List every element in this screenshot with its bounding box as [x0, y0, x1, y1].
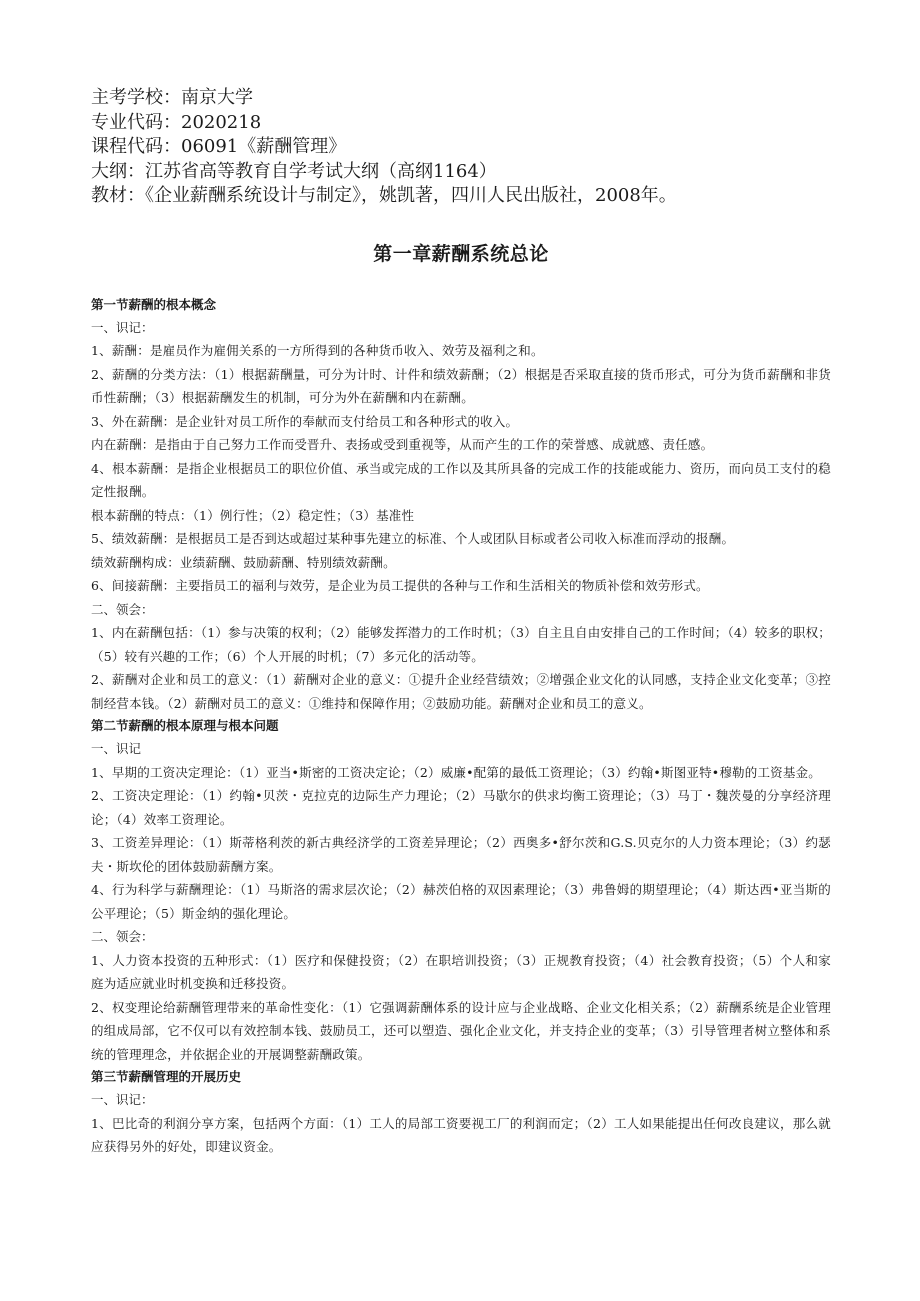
subsection-heading: 二、领会： [91, 601, 154, 617]
section-title: 第二节薪酬的根本原理与根本问题 [91, 718, 279, 733]
section-3 [91, 1066, 831, 1159]
paragraph: 3、外在薪酬：是企业针对员工所作的奉献而支付给员工和各种形式的收入。 [91, 413, 519, 429]
syllabus-line: 大纲：江苏省高等教育自学考试大纲（高纲1164） [91, 160, 497, 182]
paragraph: 绩效薪酬构成：业绩薪酬、鼓励薪酬、特别绩效薪酬。 [91, 554, 396, 570]
paragraph: 1、人力资本投资的五种形式：（1）医疗和保健投资；（2）在职培训投资；（3）正规教育投资；（4）社会教育投资；（5）个人和家庭为适应就业时机变换和迁移投资。 [91, 952, 831, 991]
paragraph: 内在薪酬：是指由于自己努力工作而受晋升、表扬或受到重视等，从而产生的工作的荣誉感、成就感、责任感。 [91, 437, 714, 452]
paragraph: 6、间接薪酬：主要指员工的福利与效劳，是企业为员工提供的各种与工作和生活相关的物质补偿和效劳形式。 [91, 578, 709, 593]
paragraph: 根本薪酬的特点：（1）例行性；（2）稳定性；（3）基准性 [91, 507, 415, 523]
section-2 [91, 715, 831, 1066]
paragraph: 1、薪酬：是雇员作为雇佣关系的一方所得到的各种货币收入、效劳及福利之和。 [91, 343, 544, 358]
chapter-body [91, 294, 831, 1159]
textbook-line: 教材：《企业薪酬系统设计与制定》，姚凯著，四川人民出版社，2008年。 [91, 185, 677, 206]
paragraph: 1、早期的工资决定理论：（1）亚当•斯密的工资决定论；（2）威廉•配第的最低工资理论；（3）约翰•斯图亚特•穆勒的工资基金。 [91, 764, 821, 780]
subsection-heading: 一、识记： [91, 319, 154, 335]
paragraph: 2、薪酬对企业和员工的意义：（1）薪酬对企业的意义：①提升企业经营绩效；②增强企业文化的认同感，支持企业文化变革；③控制经营本钱。（2）薪酬对员工的意义：①维持和保障作用；②鼓励功能。薪酬对企业和员工的意义。 [91, 672, 831, 711]
paragraph: 5、绩效薪酬：是根据员工是否到达或超过某种事先建立的标准、个人或团队目标或者公司收入标准而浮动的报酬。 [91, 531, 735, 546]
paragraph: 1、内在薪酬包括：（1）参与决策的权利；（2）能够发挥潜力的工作时机；（3）自主且自由安排自己的工作时间；（4）较多的职权；（5）较有兴趣的工作；（6）个人开展的时机；（7）多元化的活动等。 [91, 625, 831, 664]
subsection-heading: 二、领会： [91, 929, 154, 944]
chapter-title: 第一章薪酬系统总论 [373, 242, 549, 265]
paragraph: 2、薪酬的分类方法：（1）根据薪酬量，可分为计时、计件和绩效薪酬；（2）根据是否采取直接的货币形式，可分为货币薪酬和非货币性薪酬；（3）根据薪酬发生的机制，可分为外在薪酬和内在薪酬。 [91, 366, 831, 405]
paragraph: 4、根本薪酬：是指企业根据员工的职位价值、承当或完成的工作以及其所具备的完成工作的技能或能力、资历，而向员工支付的稳定性报酬。 [91, 460, 831, 499]
section-title: 第三节薪酬管理的开展历史 [91, 1069, 242, 1084]
major-code-line: 专业代码：2020218 [91, 111, 262, 133]
paragraph: 2、工资决定理论：（1）约翰•贝茨・克拉克的边际生产力理论；（2）马歇尔的供求均衡工资理论；（3）马丁・魏茨曼的分享经济理论；（4）效率工资理论。 [91, 788, 831, 827]
paragraph: 3、工资差异理论：（1）斯蒂格利茨的新古典经济学的工资差异理论；（2）西奥多•舒尔茨和G.S.贝克尔的人力资本理论；（3）约瑟夫・斯坎伦的团体鼓励薪酬方案。 [91, 835, 831, 874]
section-1 [91, 294, 831, 716]
school-line: 主考学校：南京大学 [91, 87, 253, 108]
course-info-header [91, 86, 831, 209]
paragraph: 2、权变理论给薪酬管理带来的革命性变化：（1）它强调薪酬体系的设计应与企业战略、企业文化相关系；（2）薪酬系统是企业管理的组成局部，它不仅可以有效控制本钱、鼓励员工，还可以塑造、强化企业文化，并支持企业的变革；（3）引导管理者树立整体和系统的管理理念，并依据企业的开展调整薪酬政策。 [91, 999, 831, 1062]
paragraph: 1、巴比奇的利润分享方案，包括两个方面：（1）工人的局部工资要视工厂的利润而定；（2）工人如果能提出任何改良建议，那么就应获得另外的好处，即建议资金。 [91, 1115, 831, 1154]
paragraph: 4、行为科学与薪酬理论：（1）马斯洛的需求层次论；（2）赫茨伯格的双因素理论；（3）弗鲁姆的期望理论；（4）斯达西•亚当斯的公平理论；（5）斯金纳的强化理论。 [91, 882, 831, 921]
subsection-heading: 一、识记： [91, 1092, 154, 1107]
course-code-line: 课程代码：06091《薪酬管理》 [91, 136, 347, 157]
subsection-heading: 一、识记 [91, 741, 142, 756]
document-page [91, 86, 831, 1159]
section-title: 第一节薪酬的根本概念 [91, 296, 217, 312]
